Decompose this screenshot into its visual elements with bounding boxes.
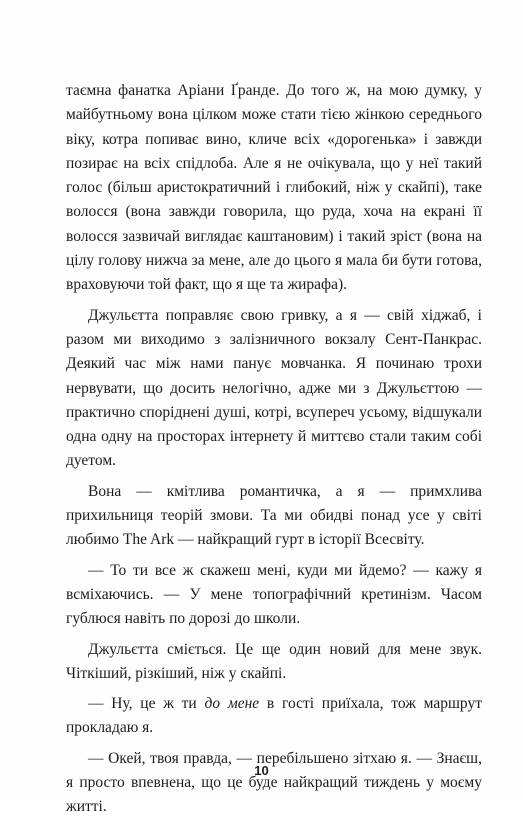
- paragraph-5: Джульєтта сміється. Це ще один новий для мене звук. Чіткіший, різкіший, ніж у скайпі.: [66, 640, 482, 682]
- paragraph-3: Вона — кмітлива романтичка, а я — примхлива прихильниця теорій змови. Та ми обидві понад усе у світі любимо The Ark — найкращий гурт в історії Всесвіту.: [66, 482, 482, 549]
- page-number: 10: [254, 763, 269, 778]
- paragraph-2: Джульєтта поправляє свою гривку, а я — свій хіджаб, і разом ми виходимо з залізничного вокзалу Сент-Панкрас. Деякий час між нами панує мовчанка. Я починаю трохи нервувати, що досить нелогічно, адже ми з Джульєттою — практично споріднені душі, котрі, всупереч усьому, відшукали одна одну на просторах інтернету й миттєво стали таким собі дуетом.: [66, 306, 482, 470]
- paragraph-6-after: в гості приїхала, тож маршрут прокладаю я.: [66, 695, 482, 737]
- paragraph-7: — Окей, твоя правда, — перебільшено зітхаю я. — Знаєш, я просто впевнена, що це буде найкращий тиждень у моєму житті.: [66, 749, 482, 816]
- paragraph-6-before: — Ну, це ж ти: [88, 695, 205, 713]
- body-text: [66, 79, 482, 820]
- paragraph-4: — То ти все ж скажеш мені, куди ми йдемо? — кажу я всміхаючись. — У мене топографічний кретинізм. Часом гублюся навіть по дорозі до школи.: [66, 561, 482, 628]
- paragraph-1: таємна фанатка Аріани Ґранде. До того ж, на мою думку, у майбутньому вона цілком може стати тією жінкою середнього віку, котра попиває вино, кличе всіх «дорогенька» і завжди позирає на всіх спідлоба. Але я не очікувала, що у неї такий голос (більш аристократичний і глибокий, ніж у скайпі), таке волосся (вона завжди говорила, що руда, хоча на екрані її волосся зазвичай виглядає каштановим) і такий зріст (вона на цілу голову нижча за мене, але до цього я мала би бути готова, враховуючи той факт, що я ще та жирафа).: [66, 82, 482, 294]
- paragraph-6: [66, 692, 482, 741]
- paragraph-6-emphasis: до мене: [204, 695, 260, 713]
